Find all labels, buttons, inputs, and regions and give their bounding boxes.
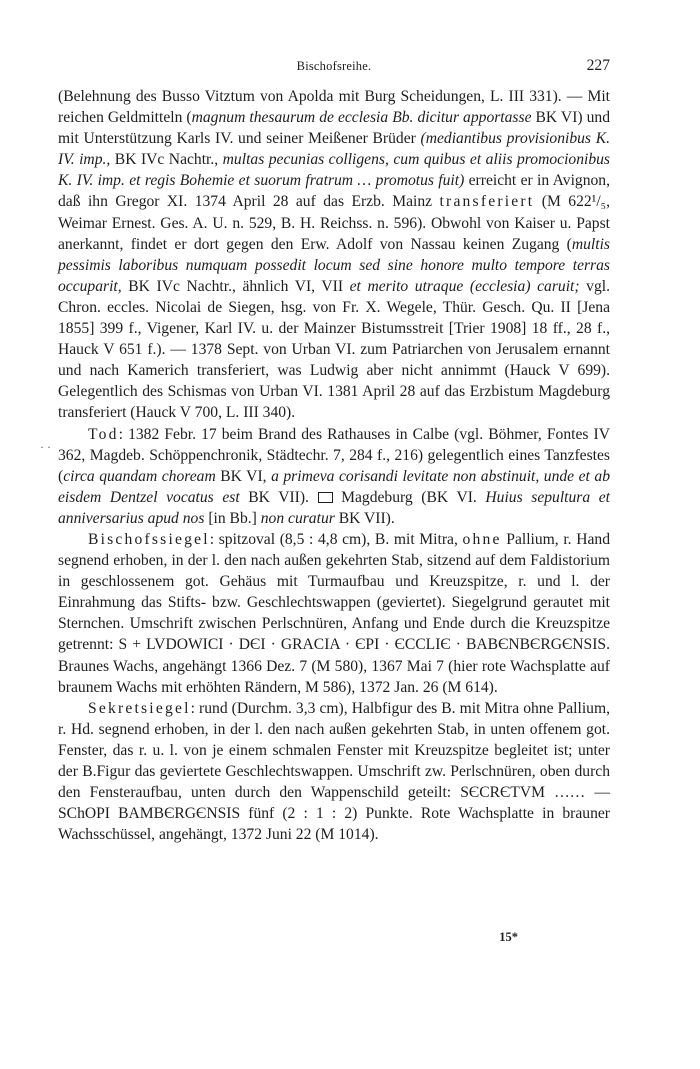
- spaced-term: ohne: [462, 530, 502, 548]
- latin-quote: a primeva corisandi levitate non abstinuit, unde et ab eisdem Dentzel vocatus est: [58, 467, 610, 506]
- text-run: : 1382 Febr. 17 beim Brand des Rathauses in Calbe (vgl. Böhmer, Fontes IV 362, Magdeb. Schöppenchronik, Städtechr. 7, 284 f., 216) gelegentlich eines Tanzfestes (: [58, 425, 610, 485]
- text-run: BK VII).: [334, 509, 395, 527]
- text-run: BK VII).: [239, 488, 318, 506]
- text-run: : spitzoval (8,5 : 4,8 cm), B. mit Mitra,: [209, 530, 463, 548]
- text-run: : rund (Durchm. 3,3 cm), Halbfigur des B. mit Mitra ohne Pallium, r. Hd. segnend erhoben, in der l. den nach außen gekehrten Stab, in unten offenem got. Fenster, das r. u. l. von je einem schmalen Fenster mit Kreuzspitze begleitet ist; unter der B.Figur das geviertete Geschlechtswappen. Umschrift zw. Perlschnüren, oben durch den Fensteraufbau, unten durch den Wappenschild geteilt: SЄCRЄTVM …… — SChOPI BAMBЄRGЄNSIS fünf (2 : 1 : 2) Punkte. Rote Wachsplatte in brauner Wachsschüssel, angehängt, 1372 Juni 22 (M 1014).: [58, 699, 610, 844]
- paragraph-death: [58, 424, 610, 529]
- margin-mark: · ·: [40, 440, 51, 454]
- latin-quote: multas pecunias colligens, cum quibus et aliis promocionibus K. IV. imp. et regis Bohemie et suorum fratrum … promotus fuit): [58, 151, 610, 190]
- text-run: BK IVc Nachtr.,: [110, 151, 223, 169]
- section-label: Bischofssiegel: [88, 530, 210, 548]
- spaced-term: transferiert: [439, 193, 535, 211]
- latin-quote: non curatur: [260, 509, 335, 527]
- text-run: BK IVc Nachtr., ähnlich VI, VII: [121, 277, 350, 295]
- text-run: (M 622¹/₅, Weimar Ernest. Ges. A. U. n. 529, B. H. Reichss. n. 596). Obwohl von Kaiser u. Papst anerkannt, findet er dort gegen den Erw. Adolf von Nassau keinen Zugang (: [58, 193, 611, 253]
- text-run: BK VI,: [215, 467, 272, 485]
- text-run: Pallium, r. Hand segnend erhoben, in der l. den nach außen gekehrten Stab, sitzend auf dem Faldistorium in geschlossenem got. Gehäus mit Turmaufbau und Kreuzspitze, r. und l. der Einrahmung das Stifts- bzw. Geschlechtswappen (geviertet). Siegelgrund gerautet mit Sternchen. Umschrift zwischen Perlschnüren, Anfang und Ende durch die Kreuzspitze getrennt: S + LVDOWICI · DЄI · GRACIA · ЄPI · ЄCCLIЄ · BABЄNBЄRGЄNSIS. Braunes Wachs, angehängt 1366 Dez. 7 (M 580), 1367 Mai 7 (hier rote Wachsplatte auf braunem Wachs mit erhöhten Rändern, M 586), 1372 Jan. 26 (M 614).: [58, 530, 610, 696]
- signature-mark: 15*: [499, 930, 518, 944]
- page-number: 227: [586, 57, 610, 74]
- text-run: erreicht er in Avignon, daß ihn Gregor XI. 1374 April 28 auf das Erzb. Mainz: [58, 172, 610, 211]
- paragraph-secret-seal: [58, 698, 610, 846]
- latin-quote: multis pessimis laboribus numquam possedit locum sed sine honore multo tempore terras occuparit,: [58, 235, 610, 295]
- section-label: Sekretsiegel: [88, 699, 191, 717]
- latin-quote: et merito utraque (ecclesia) caruit;: [349, 277, 580, 295]
- latin-quote: circa quandam choream: [63, 467, 216, 485]
- text-run: Magdeburg (BK VI.: [332, 488, 486, 506]
- section-label: Tod: [88, 425, 119, 443]
- latin-quote: magnum thesaurum de ecclesia Bb. dicitur apportasse: [191, 109, 532, 127]
- text-run: BK VI) und mit Unterstützung Karls IV. und seiner Meißener Brüder: [58, 109, 610, 148]
- burial-symbol-icon: [318, 492, 333, 503]
- paragraph-career: [58, 86, 610, 424]
- text-run: [in Bb.]: [204, 509, 261, 527]
- page-header: [58, 56, 610, 78]
- paragraph-bishop-seal: [58, 529, 610, 698]
- text-run: vgl. Chron. eccles. Nicolai de Siegen, hsg. von Fr. X. Wegele, Thür. Gesch. Qu. II [Jena 1855] 399 f., Vigener, Karl IV. u. der Mainzer Bistumsstreit [Trier 1908] 18 ff., 28 f., Hauck V 651 f.). — 1378 Sept. von Urban VI. zum Patriarchen von Jerusalem ernannt und nach Kamerich transferiert, was Ludwig aber nicht annimmt (Hauck V 699). Gelegentlich des Schismas von Urban VI. 1381 April 28 auf das Erzbistum Magdeburg transferiert (Hauck V 700, L. III 340).: [58, 277, 610, 422]
- text-run: (Belehnung des Busso Vitztum von Apolda mit Burg Scheidungen, L. III 331). — Mit reichen Geldmitteln (: [58, 88, 610, 127]
- running-head: Bischofsreihe.: [296, 59, 372, 73]
- latin-quote: Huius sepultura et anniversarius apud nos: [58, 488, 610, 527]
- latin-quote: (mediantibus provisionibus K. IV. imp.,: [58, 130, 610, 169]
- text-body: [58, 86, 610, 845]
